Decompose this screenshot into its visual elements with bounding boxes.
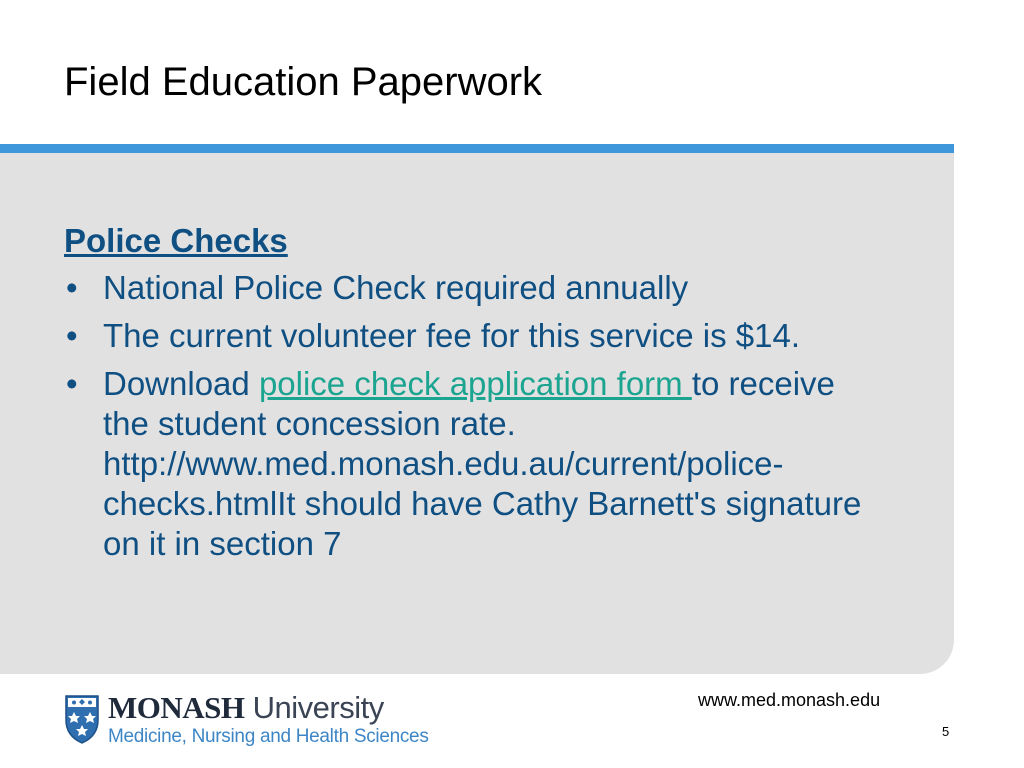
bullet-list <box>64 268 884 564</box>
bullet-mark: • <box>66 269 78 306</box>
content-body <box>64 221 884 572</box>
bullet-text-prefix: Download <box>103 365 259 402</box>
monash-logo <box>64 690 454 754</box>
logo-wordmark <box>108 690 384 726</box>
police-check-form-link[interactable]: police check application form <box>258 365 692 402</box>
bullet-item <box>64 364 884 564</box>
logo-brand-university: University <box>244 690 384 725</box>
bullet-mark: • <box>66 317 78 354</box>
bullet-text: The current volunteer fee for this service is $14. <box>103 317 800 354</box>
bullet-item <box>64 316 884 356</box>
bullet-text: National Police Check required annually <box>103 269 689 306</box>
bullet-text-suffix: to receive the student concession rate. http://www.med.monash.edu.au/current/police-checks.htmlIt should have Cathy Barnett's signature on it in section 7 <box>103 365 862 562</box>
monash-crest-icon <box>64 692 100 744</box>
content-panel <box>0 144 954 674</box>
logo-brand-monash: MONASH <box>108 690 245 725</box>
section-heading: Police Checks <box>64 222 288 259</box>
slide-title: Field Education Paperwork <box>64 60 543 104</box>
bullet-mark: • <box>66 365 78 402</box>
footer-url: www.med.monash.edu <box>698 690 881 710</box>
page-number: 5 <box>942 724 950 739</box>
bullet-item <box>64 268 884 308</box>
logo-faculty: Medicine, Nursing and Health Sciences <box>108 726 429 747</box>
